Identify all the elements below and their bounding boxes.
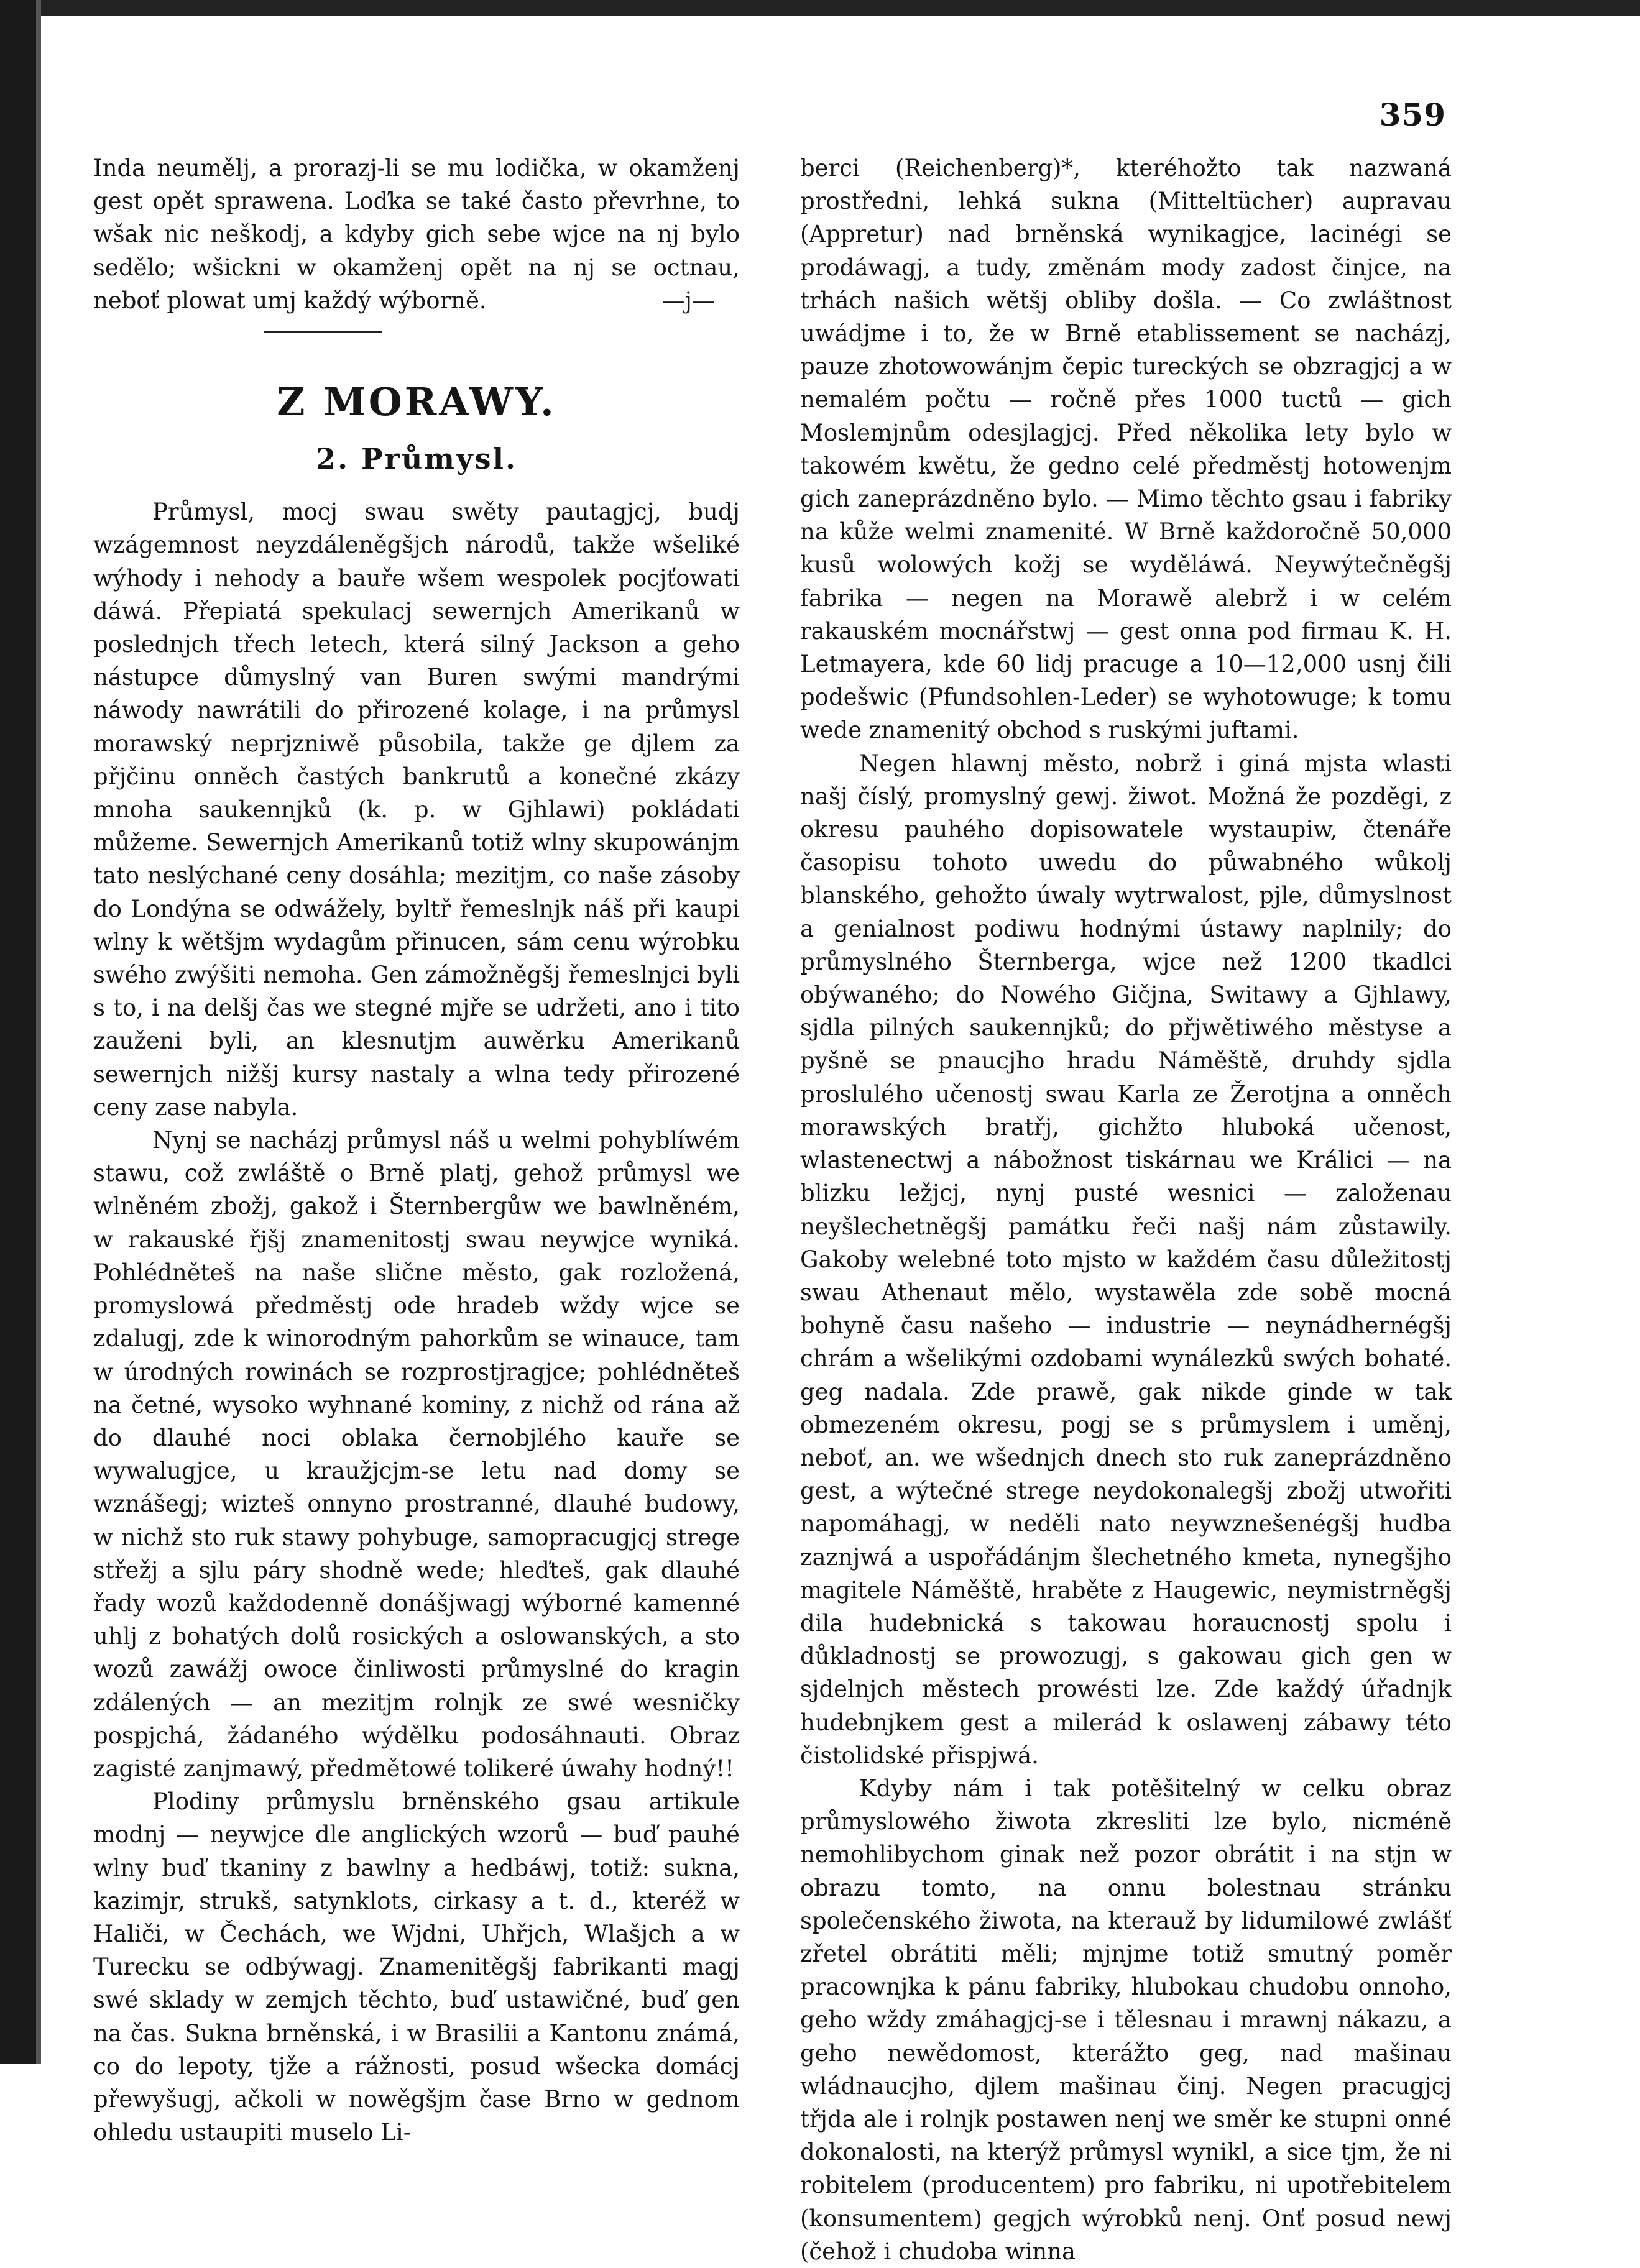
subsection-title: 2. Průmysl. <box>315 442 518 476</box>
paragraph: berci (Reichenberg)*, kteréhožto tak nazwaná prostředni, lehká sukna (Mitteltücher) aupravau (Appretur) nad brněnská wynikagjce, lacinégi se prodáwagj, a tudy, změnám mody zadost činjce, na trhách našich wětšj obliby došla. — Co zwláštnost uwádjme i to, že w Brně etablissement se nacházj, pauze zhotowowánjm čepic tureckých se obzragjcj a w nemalém počtu — ročně přes 1000 tuctů — gich Moslemjnům odesjlagjcj. Před několika lety bylo w takowém kwětu, že gedno celé předměstj hotowenjm gich zaneprázdněno bylo. — Mimo těchto gsau i fabriky na kůže welmi znamenité. W Brně každoročně 50,000 kusů wolowých kožj se wyděláwá. Neywýtečněgšj fabrika — negen na Morawě alebrž i w celém rakauském mocnářstwj — gest onna pod firmau K. H. Letmayera, kde 60 lidj pracuge a 10—12,000 usnj čili podešwic (Pfundsohlen-Leder) se wyhotowuge; k tomu wede znamenitý obchod s ruskými juftami. <box>800 155 1452 744</box>
paragraph: Průmysl, mocj swau swěty pautagjcj, budj wzágemnost neyzdáleněgšjch národů, takže wšeliké wýhody i nehody a bauře wšem wespolek pocjťowati dáwá. Přepiatá spekulacj sewernjch Amerikanů w poslednjch třech letech, která silný Jackson a geho nástupce důmyslný van Buren swými mandrými náwody nawrátili do přirozené kolage, i na průmysl morawský neprjzniwě působila, takže ge djlem za přjčinu onněch častých bankrutů a konečné zkázy mnoha saukennjků (k. p. w Gjhlawi) pokládati můžeme. Sewernjch Amerikanů totiž wlny skupowánjm tato neslýchané ceny dosáhla; mezitjm, co naše zásoby do Londýna se odwážely, byltř řemeslnjk náš při kaupi wlny k wětšjm wydagům přinucen, sám cenu wýrobku swého zwýšiti nemoha. Gen zámožněgšj řemeslnjci byli s to, i na delšj čas we stegné mjře se udržeti, ano i tito zauženi byli, an klesnutjm auwěrku Amerikanů sewernjch nižšj kursy nastaly a wlna tedy přirozené ceny zase nabyla. <box>93 498 740 1121</box>
paragraph: Nynj se nacházj průmysl náš u welmi pohyblíwém stawu, což zwláště o Brně platj, gehož průmysl we wlněném zbožj, gakož i Šternbergůw we bawlněném, w rakauské řjšj znamenitostj swau neywjce wyniká. Pohlédněteš na naše slične město, gak rozložená, promyslowá předměstj ode hradeb wždy wjce se zdalugj, zde k winorodným pahorkům se winauce, tam w úrodných rowinách se rozprostjragjce; pohlédněteš na četné, wysoko wyhnané kominy, z nichž od rána až do dlauhé noci oblaka černobjlého kauře se wywalugjce, u kraužjcjm-se letu nad domy se wznášegj; wizteš onnyno prostranné, dlauhé budowy, w nichž sto ruk stawy pohybuge, samopracugjcj strege střežj a sjlu páry shodně wede; hleďteš, gak dlauhé řady wozů každodenně donášjwagj wýborné kamenné uhlj z bohatých dolů rosických a oslowanských, a sto wozů zawážj owoce činliwosti průmyslné do kragin zdálených — an mezitjm rolnjk ze swé wesničky pospjchá, žádaného wýdělku podosáhnauti. Obraz zagisté zanjmawý, předmětowé tolikeré úwahy hodný!! <box>93 1127 740 1782</box>
page-number: 359 <box>1379 96 1446 133</box>
scan-top-edge <box>0 0 1640 16</box>
paragraph: Plodiny průmyslu brněnského gsau artikule modnj — neywjce dle anglických wzorů — buď pauhé wlny buď tkaniny z bawlny a hedbáwj, totiž: sukna, kazimjr, strukš, satynklots, cirkasy a t. d., kteréž w Haliči, w Čechách, we Wjdni, Uhřjch, Wlašjch a w Turecku se odbýwagj. Znamenitěgšj fabrikanti magj swé sklady w zemjch těchto, buď ustawičné, buď gen na čas. Sukna brněnská, i w Brasilii a Kantonu známá, co do lepoty, tjže a rážnosti, posud wšecka domácj přewyšugj, ačkoli w nowěgšjm čase Brno w gednom ohledu ustaupiti muselo Li- <box>93 1788 740 2146</box>
scan-left-edge <box>0 0 36 2064</box>
section-title: Z MORAWY. <box>277 379 556 425</box>
scan-left-shadow <box>36 0 41 2064</box>
right-column <box>800 152 1452 2268</box>
paragraph: Negen hlawnj město, nobrž i giná mjsta wlasti našj číslý, promyslný gewj. žiwot. Možná že pozděgi, z okresu pauhého dopisowatele wystaupiw, čtenáře časopisu tohoto uwedu do půwabného wůkolj blanského, gehožto úwaly wytrwalost, pjle, důmyslnost a genialnost podiwu hodnými ústawy naplnily; do průmyslného Šternberga, wjce než 1200 tkadlci obýwaného; do Nowého Gičjna, Switawy a Gjhlawy, sjdla pilných saukennjků; do přjwětiwého městyse a pyšně se pnaucjho hradu Náměště, druhdy sjdla proslulého učenostj swau Karla ze Žerotjna a onněch morawských bratřj, gichžto hluboká učenost, wlastenectwj a nábožnost tiskárnau we Králici — na blizku ležjcj, nynj pusté wesnici — založenau neyšlechetněgšj památku řeči našj nám zůstawily. Gakoby welebné toto mjsto w každém času důležitostj swau Athenaut mělo, wystawěla zde sobě mocná bohyně času našeho — industrie — neynádhernégšj chrám a wšelikými ozdobami wynálezků swých bohaté. geg nadala. Zde prawě, gak nikde ginde w tak obmezeném okresu, pogj se s průmyslem i uměnj, neboť, an. we wšednjch dnech sto ruk zaneprázdněno gest, a wýtečné strege neydokonalegšj zbožj utwořiti napomáhagj, w neděli nato neywznešenégšj hudba zaznjwá a uspořádánjm šlechetného kmeta, nynegšjho magitele Náměště, hraběte z Haugewic, neymistrněgšj dila hudebnická s takowau horaucnostj spolu i důkladnostj se prowozugj, s gakowau gich gen w sjdelnjch městech prowésti lze. Zde každý úřadnjk hudebnjkem gest a milerád k oslawenj zábawy této čistolidské přispjwá. <box>800 750 1452 1769</box>
paragraph: Kdyby nám i tak potěšitelný w celku obraz průmyslowého žiwota zkresliti lze bylo, nicméně nemohlibychom ginak než pozor obrátit i na stjn w obrazu tomto, na onnu bolestnau stránku společenského žiwota, na kterauž by lidumilowé zwlášť zřetel obrátiti měli; mjnjme totiž smutný poměr pracownjka k pánu fabriky, hlubokau chudobu onnoho, geho wždy zmáhagjcj-se i tělesnau i mrawnj nákazu, a geho newědomost, kterážto geg, nad mašinau wládnaucjho, djlem mašinau činj. Negen pracugjcj třjda ale i rolnjk postawen nenj we směr ke stupni onné dokonalosti, na kterýž průmysl wynikl, a sice tjm, že ni robitelem (producentem) pro fabriku, ni upotřebitelem (konsumentem) gegjch wýrobků nenj. Onť posud newj (čehož i chudoba winna <box>800 1774 1452 2265</box>
author-signature: —j— <box>661 287 715 314</box>
section-divider <box>264 331 382 333</box>
opening-paragraph: Inda neumělj, a prorazj-li se mu lodička, w okamženj gest opět sprawena. Loďka se také často převrhne, to wšak nic neškodj, a kdyby gich sebe wjce na nj bylo sedělo; wšickni w okamženj opět na nj se octnau, neboť plowat umj každý wýborně. <box>93 155 740 314</box>
left-column <box>93 152 740 2149</box>
